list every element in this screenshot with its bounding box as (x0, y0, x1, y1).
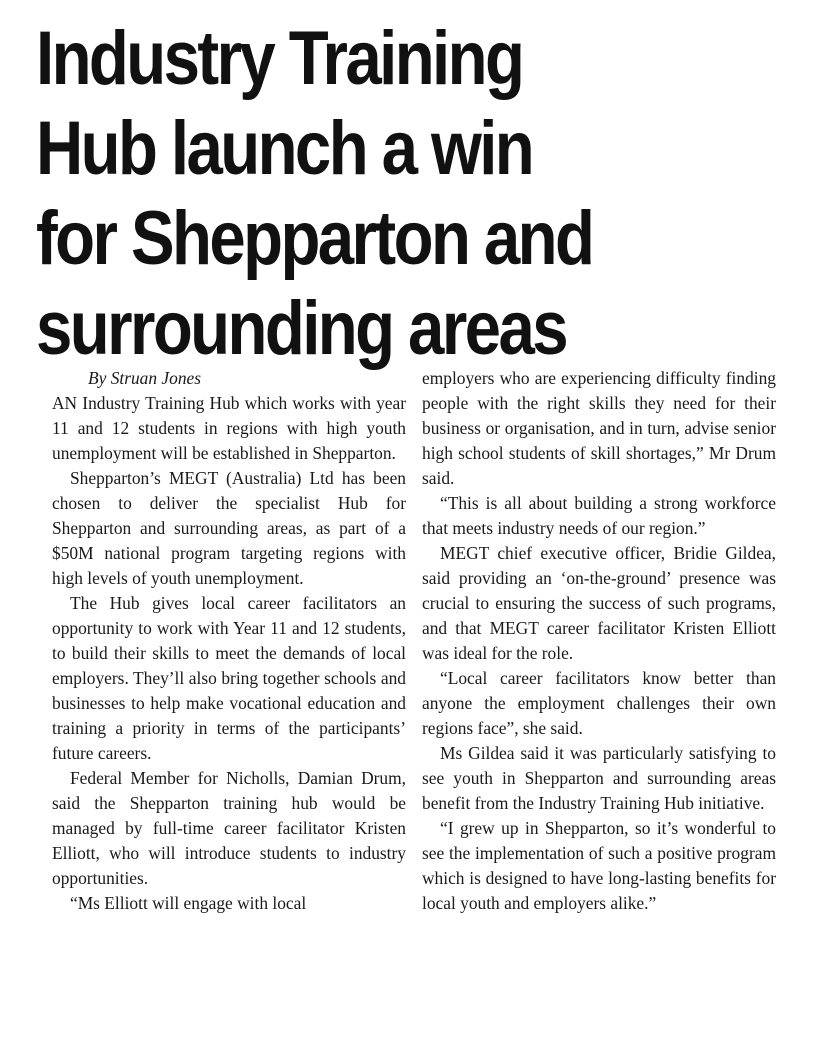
headline-line-4: surrounding areas (36, 286, 566, 371)
paragraph: MEGT chief executive officer, Bridie Gildea, said providing an ‘on-the-ground’ presence was crucial to ensuring the success of such programs, and that MEGT career facilitator Kristen Elliott was ideal for the role. (422, 543, 776, 663)
paragraph: “Local career facilitators know better than anyone the employment challenges their own regions face”, she said. (422, 668, 776, 738)
headline-line-2: Hub launch a win (36, 106, 533, 191)
paragraph: The Hub gives local career facilitators an opportunity to work with Year 11 and 12 students, to build their skills to meet the demands of local employers. They’ll also bring together schools and businesses to help make vocational education and training a priority in terms of the participants’ future careers. (52, 593, 406, 763)
paragraph: “Ms Elliott will engage with local (70, 893, 307, 913)
paragraph: AN Industry Training Hub which works with year 11 and 12 students in regions with high youth unemployment will be established in Shepparton. (52, 393, 406, 463)
byline: By Struan Jones (88, 368, 202, 388)
article-column-right (422, 366, 776, 916)
paragraph: Federal Member for Nicholls, Damian Drum, said the Shepparton training hub would be managed by full-time career facilitator Kristen Elliott, who will introduce students to industry opportunities. (52, 768, 406, 888)
paragraph: “This is all about building a strong workforce that meets industry needs of our region.” (422, 493, 776, 538)
paragraph: employers who are experiencing difficulty finding people with the right skills they need for their business or organisation, and in turn, advise senior high school students of skill shortages,” Mr Drum said. (422, 368, 776, 488)
headline-line-1: Industry Training (36, 16, 523, 101)
paragraph: Shepparton’s MEGT (Australia) Ltd has been chosen to deliver the specialist Hub for Shepparton and surrounding areas, as part of a $50M national program targeting regions with high levels of youth unemployment. (52, 468, 406, 588)
paragraph: “I grew up in Shepparton, so it’s wonderful to see the implementation of such a positive program which is designed to have long-lasting benefits for local youth and employers alike.” (422, 818, 776, 913)
article-column-left (52, 366, 406, 916)
article-headline (36, 14, 690, 374)
paragraph: Ms Gildea said it was particularly satisfying to see youth in Shepparton and surrounding areas benefit from the Industry Training Hub initiative. (422, 743, 776, 813)
headline-line-3: for Shepparton and (36, 196, 593, 281)
